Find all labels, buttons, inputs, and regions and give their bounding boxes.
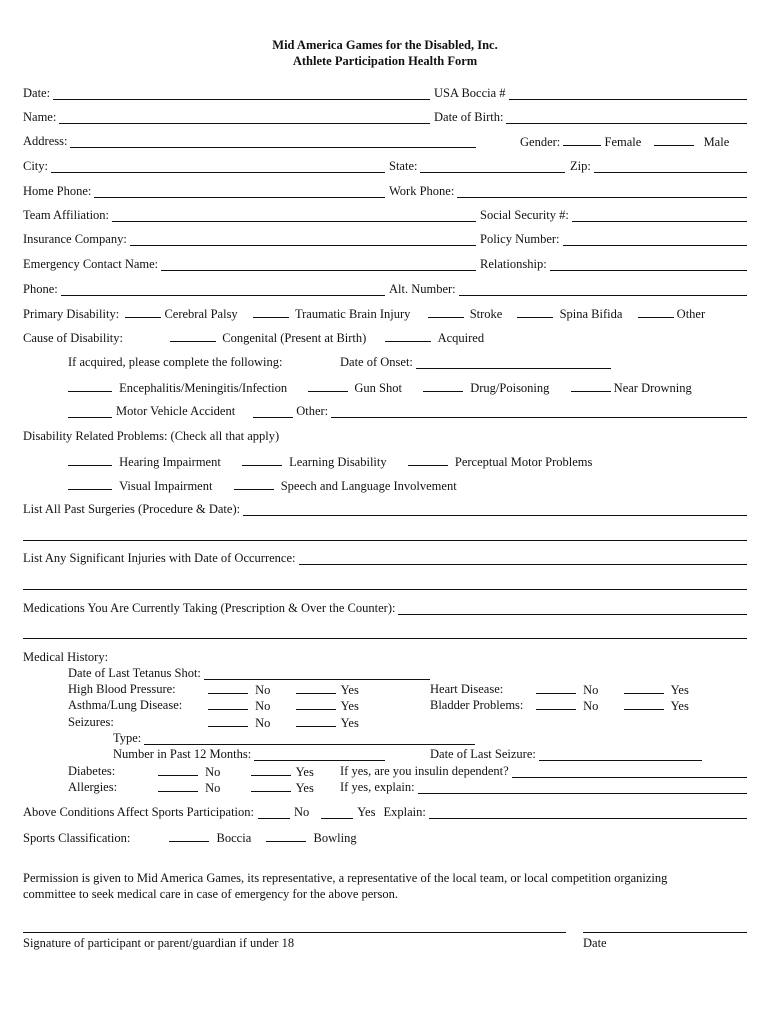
affect-row: [23, 805, 747, 819]
other-disability-check[interactable]: [638, 306, 674, 318]
insurance-field[interactable]: [130, 234, 476, 246]
medications-line-2[interactable]: [23, 638, 747, 639]
diabetes-label: Diabetes:: [68, 764, 116, 778]
bladder-yes-check[interactable]: [624, 698, 664, 710]
drowning-check[interactable]: [571, 380, 611, 392]
insulin-label: If yes, are you insulin dependent?: [340, 764, 509, 778]
encephalitis-check[interactable]: [68, 380, 112, 392]
drug-check[interactable]: [423, 380, 463, 392]
city-label: City:: [23, 159, 49, 173]
dob-row: [434, 110, 747, 124]
perceptual-label: Perceptual Motor Problems: [454, 455, 593, 469]
diabetes-no-label: No: [205, 765, 221, 779]
diabetes-yes-label: Yes: [295, 765, 314, 779]
city-row: [23, 159, 385, 173]
affect-no-label: No: [294, 805, 310, 819]
injuries-label: List Any Significant Injuries with Date of Occurrence:: [23, 551, 296, 565]
onset-row: [340, 355, 611, 369]
allergies-yes-label: Yes: [295, 781, 314, 795]
bladder-no-check[interactable]: [536, 698, 576, 710]
cerebral-palsy-check[interactable]: [125, 306, 161, 318]
perceptual-check[interactable]: [408, 454, 448, 466]
asthma-label: Asthma/Lung Disease:: [68, 698, 183, 712]
insurance-label: Insurance Company:: [23, 232, 127, 246]
usa-boccia-row: [434, 86, 747, 100]
date-field[interactable]: [53, 88, 430, 100]
relationship-row: [480, 257, 747, 271]
mva-label: Motor Vehicle Accident: [116, 404, 236, 418]
speech-check[interactable]: [234, 478, 274, 490]
hbp-label: High Blood Pressure:: [68, 682, 176, 696]
affect-yes-check[interactable]: [321, 807, 353, 819]
work-phone-label: Work Phone:: [389, 184, 455, 198]
learning-label: Learning Disability: [289, 455, 387, 469]
drug-label: Drug/Poisoning: [470, 381, 550, 395]
tbi-label: Traumatic Brain Injury: [294, 307, 411, 321]
team-field[interactable]: [112, 210, 476, 222]
city-field[interactable]: [51, 161, 385, 173]
stroke-check[interactable]: [428, 306, 464, 318]
cerebral-palsy-label: Cerebral Palsy: [164, 307, 238, 321]
if-acquired-label: If acquired, please complete the following:: [68, 355, 283, 369]
gender-group: [520, 134, 729, 149]
acquired-label: Acquired: [437, 331, 485, 345]
bladder-label: Bladder Problems:: [430, 698, 524, 712]
female-label: Female: [604, 135, 642, 149]
heart-label: Heart Disease:: [430, 682, 504, 696]
acquired-check[interactable]: [385, 330, 431, 342]
last-seizure-field[interactable]: [539, 749, 702, 761]
policy-row: [480, 232, 747, 246]
asthma-no-label: No: [255, 699, 271, 713]
surgeries-line-2[interactable]: [23, 540, 747, 541]
alt-number-label: Alt. Number:: [389, 282, 456, 296]
heart-no-label: No: [583, 683, 599, 697]
bowling-check[interactable]: [266, 830, 306, 842]
seizure-number-field[interactable]: [254, 749, 385, 761]
surgeries-label: List All Past Surgeries (Procedure & Date):: [23, 502, 241, 516]
emergency-row: [23, 257, 476, 271]
affect-explain-label: Explain:: [383, 805, 426, 819]
encephalitis-label: Encephalitis/Meningitis/Infection: [119, 381, 288, 395]
phone-label: Phone:: [23, 282, 58, 296]
heart-yes-label: Yes: [670, 683, 689, 697]
seizures-no-check[interactable]: [208, 715, 248, 727]
name-row: [23, 110, 430, 124]
ssn-field[interactable]: [572, 210, 747, 222]
mva-check[interactable]: [68, 406, 112, 418]
seizure-type-row: [113, 731, 475, 745]
allergies-explain-row: [340, 780, 747, 794]
seizure-type-field[interactable]: [144, 733, 475, 745]
work-phone-row: [389, 184, 747, 198]
tbi-check[interactable]: [253, 306, 289, 318]
injuries-field[interactable]: [299, 553, 748, 565]
address-label: Address:: [23, 134, 68, 148]
allergies-explain-field[interactable]: [418, 782, 747, 794]
mva-row: [68, 404, 747, 418]
policy-field[interactable]: [563, 234, 747, 246]
bladder-no-label: No: [583, 699, 599, 713]
gun-shot-check[interactable]: [308, 380, 348, 392]
phone-row: [23, 282, 385, 296]
other-disability-label: Other: [676, 307, 706, 321]
zip-row: [570, 159, 747, 173]
seizure-number-label: Number in Past 12 Months:: [113, 747, 252, 761]
visual-label: Visual Impairment: [119, 479, 213, 493]
hbp-no-label: No: [255, 683, 271, 697]
signature-date-label: Date: [583, 936, 607, 950]
state-row: [389, 159, 565, 173]
emergency-label: Emergency Contact Name:: [23, 257, 159, 271]
seizures-label: Seizures:: [68, 715, 114, 729]
seizures-yes-label: Yes: [340, 716, 359, 730]
emergency-field[interactable]: [161, 259, 476, 271]
name-label: Name:: [23, 110, 57, 124]
permission-line-2: committee to seek medical care in case of emergency for the above person.: [23, 887, 398, 901]
form-title: Athlete Participation Health Form: [292, 54, 478, 68]
heart-yes-check[interactable]: [624, 682, 664, 694]
spina-bifida-label: Spina Bifida: [559, 307, 623, 321]
related-row-2: [68, 478, 457, 493]
allergies-label: Allergies:: [68, 780, 118, 794]
asthma-yes-check[interactable]: [296, 698, 336, 710]
seizure-number-row: [113, 747, 385, 761]
hbp-no-check[interactable]: [208, 682, 248, 694]
boccia-label: Boccia: [216, 831, 252, 845]
hbp-yes-check[interactable]: [296, 682, 336, 694]
state-field[interactable]: [420, 161, 565, 173]
diabetes-yes-check[interactable]: [251, 764, 291, 776]
diabetes-options: [158, 764, 314, 779]
bladder-yes-label: Yes: [670, 699, 689, 713]
other-cause-label: Other:: [296, 404, 329, 418]
hearing-label: Hearing Impairment: [119, 455, 221, 469]
home-phone-label: Home Phone:: [23, 184, 92, 198]
tetanus-field[interactable]: [204, 668, 430, 680]
allergies-explain-label: If yes, explain:: [340, 780, 415, 794]
insurance-row: [23, 232, 476, 246]
team-row: [23, 208, 476, 222]
signature-label: Signature of participant or parent/guardian if under 18: [23, 936, 295, 950]
congenital-check[interactable]: [170, 330, 216, 342]
primary-disability-label: Primary Disability:: [23, 307, 120, 321]
affect-yes-label: Yes: [357, 805, 376, 819]
usa-boccia-label: USA Boccia #: [434, 86, 506, 100]
hbp-yes-label: Yes: [340, 683, 359, 697]
other-cause-field[interactable]: [331, 406, 747, 418]
visual-check[interactable]: [68, 478, 112, 490]
date-label: Date:: [23, 86, 51, 100]
alt-number-row: [389, 282, 747, 296]
usa-boccia-field[interactable]: [509, 88, 747, 100]
affect-explain-field[interactable]: [429, 807, 747, 819]
cause-label: Cause of Disability:: [23, 331, 123, 345]
medications-field[interactable]: [398, 603, 747, 615]
address-field[interactable]: [70, 136, 476, 148]
phone-field[interactable]: [61, 284, 385, 296]
medications-label: Medications You Are Currently Taking (Prescription & Over the Counter):: [23, 601, 396, 615]
work-phone-field[interactable]: [457, 186, 747, 198]
male-check[interactable]: [654, 134, 694, 146]
insulin-field[interactable]: [512, 766, 747, 778]
onset-field[interactable]: [416, 357, 611, 369]
allergies-yes-check[interactable]: [251, 780, 291, 792]
cause-row: [23, 330, 484, 345]
medical-history-label: Medical History:: [23, 650, 109, 664]
heart-options: [536, 682, 689, 697]
insulin-row: [340, 764, 747, 778]
spina-bifida-check[interactable]: [517, 306, 553, 318]
ssn-label: Social Security #:: [480, 208, 569, 222]
ssn-row: [480, 208, 747, 222]
tetanus-label: Date of Last Tetanus Shot:: [68, 666, 201, 680]
asthma-no-check[interactable]: [208, 698, 248, 710]
gun-shot-label: Gun Shot: [354, 381, 402, 395]
bowling-label: Bowling: [313, 831, 357, 845]
drowning-label: Near Drowning: [613, 381, 692, 395]
allergies-no-label: No: [205, 781, 221, 795]
zip-field[interactable]: [594, 161, 747, 173]
female-check[interactable]: [563, 134, 601, 146]
signature-date-line[interactable]: [583, 932, 747, 933]
permission-line-1: Permission is given to Mid America Games, its representative, a representative of the local team, or local competition organizing: [23, 871, 668, 885]
other-cause-check[interactable]: [253, 406, 293, 418]
medications-row: [23, 601, 747, 615]
asthma-options: [208, 698, 359, 713]
asthma-yes-label: Yes: [340, 699, 359, 713]
hbp-options: [208, 682, 359, 697]
heart-no-check[interactable]: [536, 682, 576, 694]
bladder-options: [536, 698, 689, 713]
hearing-check[interactable]: [68, 454, 112, 466]
surgeries-row: [23, 502, 747, 516]
injuries-row: [23, 551, 747, 565]
home-phone-row: [23, 184, 385, 198]
congenital-label: Congenital (Present at Birth): [222, 331, 367, 345]
name-field[interactable]: [59, 112, 430, 124]
policy-label: Policy Number:: [480, 232, 560, 246]
diabetes-no-check[interactable]: [158, 764, 198, 776]
affect-label: Above Conditions Affect Sports Participation:: [23, 805, 254, 819]
seizures-yes-check[interactable]: [296, 715, 336, 727]
seizure-type-label: Type:: [113, 731, 142, 745]
allergies-no-check[interactable]: [158, 780, 198, 792]
dob-field[interactable]: [506, 112, 747, 124]
injuries-line-2[interactable]: [23, 589, 747, 590]
signature-line[interactable]: [23, 932, 566, 933]
zip-label: Zip:: [570, 159, 591, 173]
classification-label: Sports Classification:: [23, 831, 131, 845]
affect-no-check[interactable]: [258, 807, 290, 819]
learning-check[interactable]: [242, 454, 282, 466]
address-row: [23, 134, 476, 148]
alt-number-field[interactable]: [459, 284, 747, 296]
boccia-check[interactable]: [169, 830, 209, 842]
team-label: Team Affiliation:: [23, 208, 110, 222]
home-phone-field[interactable]: [94, 186, 385, 198]
speech-label: Speech and Language Involvement: [280, 479, 457, 493]
org-name: Mid America Games for the Disabled, Inc.: [272, 38, 498, 52]
date-row: [23, 86, 430, 100]
relationship-field[interactable]: [550, 259, 747, 271]
male-label: Male: [703, 135, 730, 149]
relationship-label: Relationship:: [480, 257, 547, 271]
dob-label: Date of Birth:: [434, 110, 504, 124]
primary-disability-row: [23, 306, 705, 321]
seizures-no-label: No: [255, 716, 271, 730]
seizures-options: [208, 715, 359, 730]
last-seizure-label: Date of Last Seizure:: [430, 747, 536, 761]
state-label: State:: [389, 159, 418, 173]
stroke-label: Stroke: [469, 307, 503, 321]
gender-label: Gender:: [520, 135, 561, 149]
cause-options-row: [68, 380, 692, 395]
allergies-options: [158, 780, 314, 795]
last-seizure-row: [430, 747, 702, 761]
related-row-1: [68, 454, 592, 469]
related-problems-label: Disability Related Problems: (Check all that apply): [23, 429, 280, 443]
onset-label: Date of Onset:: [340, 355, 413, 369]
classification-row: [23, 830, 357, 845]
surgeries-field[interactable]: [243, 504, 747, 516]
tetanus-row: [68, 666, 430, 680]
